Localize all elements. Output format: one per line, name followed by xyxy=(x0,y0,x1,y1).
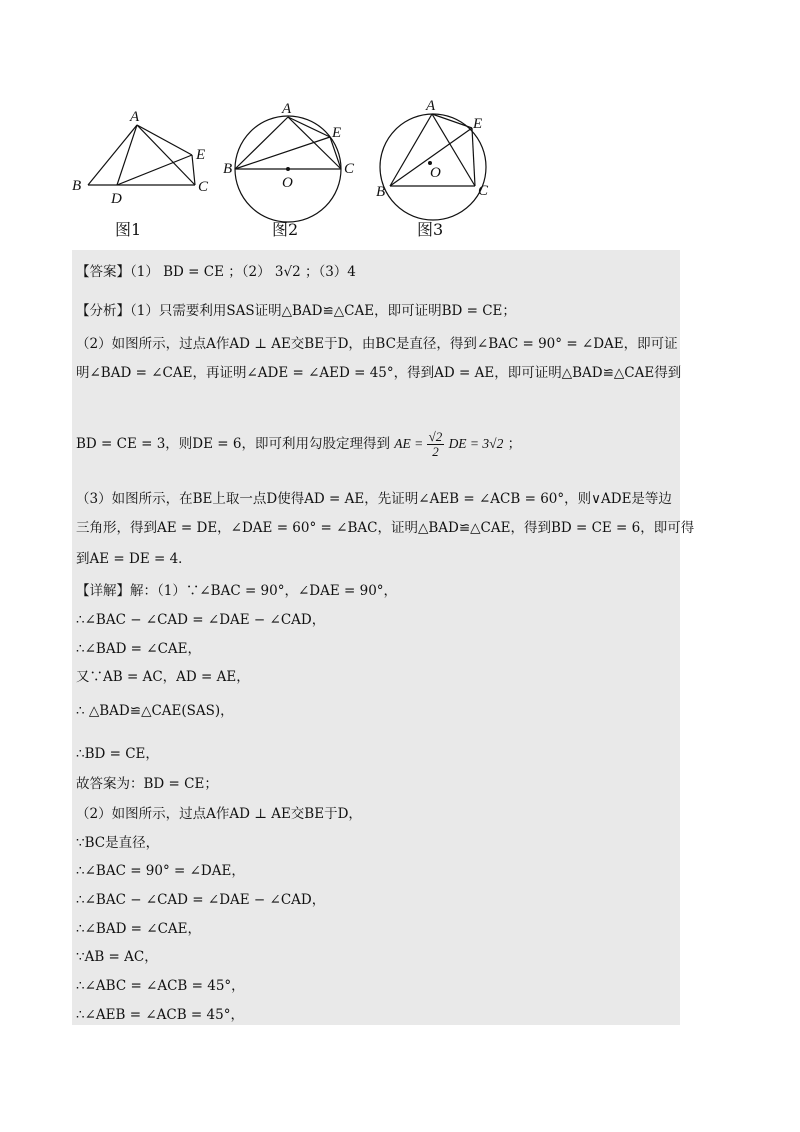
formula-rhs: DE = 3√2 xyxy=(448,436,504,451)
caption-fig3: 图3 xyxy=(417,220,444,239)
fig2-label-e: E xyxy=(332,125,342,141)
formula-denominator: 2 xyxy=(432,444,439,459)
detail-line-4: 又∵AB = AC，AD = AE， xyxy=(76,669,250,685)
detail-line-14: ∴∠ABC = ∠ACB = 45°， xyxy=(76,978,245,994)
caption-fig2: 图2 xyxy=(272,220,299,239)
answer-line: 【答案】（1） BD = CE ；（2） 3√2 ；（3）4 xyxy=(76,264,356,280)
fig1-label-c: C xyxy=(198,179,209,195)
analysis-line-4-text: BD = CE = 3，则DE = 6，即可利用勾股定理得到 xyxy=(76,436,390,452)
fig3-label-c: C xyxy=(478,183,489,199)
detail-line-12: ∴∠BAD = ∠CAE， xyxy=(76,921,202,937)
detail-line-1: 【详解】解：（1）∵∠BAC = 90°，∠DAE = 90°， xyxy=(76,583,398,599)
detail-line-5: ∴ △BAD≌△CAE(SAS)， xyxy=(76,703,234,719)
formula-numerator: √2 xyxy=(428,429,443,444)
figure-1 xyxy=(88,125,195,185)
fig2-label-o: O xyxy=(282,175,293,191)
fig3-label-b: B xyxy=(376,184,386,200)
fig1-label-e: E xyxy=(196,147,206,163)
fig2-label-a: A xyxy=(282,101,292,117)
fig3-label-o: O xyxy=(430,165,441,181)
analysis-line-5: （3）如图所示，在BE上取一点D使得AD = AE，先证明∠AEB = ∠ACB = 60°，则∨ADE是等边 xyxy=(76,491,672,507)
detail-line-6: ∴BD = CE， xyxy=(76,746,159,762)
detail-line-2: ∴∠BAC − ∠CAD = ∠DAE − ∠CAD， xyxy=(76,612,326,628)
formula-fraction xyxy=(427,430,445,459)
caption-fig1: 图1 xyxy=(115,220,142,239)
analysis-line-1: 【分析】（1）只需要利用SAS证明△BAD≌△CAE，即可证明BD = CE； xyxy=(76,303,516,319)
fig3-label-a: A xyxy=(426,98,436,114)
detail-line-8: （2）如图所示，过点A作AD ⊥ AE交BE于D， xyxy=(76,806,362,822)
analysis-line-6: 三角形，得到AE = DE，∠DAE = 60° = ∠BAC，证明△BAD≌△CAE，得到BD = CE = 6，即可得 xyxy=(76,520,695,536)
analysis-line-2: （2）如图所示，过点A作AD ⊥ AE交BE于D，由BC是直径，得到∠BAC = 90° = ∠DAE，即可证 xyxy=(76,336,678,352)
detail-line-13: ∵AB = AC， xyxy=(76,949,158,965)
fig1-label-b: B xyxy=(72,178,82,194)
detail-line-10: ∴∠BAC = 90° = ∠DAE， xyxy=(76,863,245,879)
detail-line-15: ∴∠AEB = ∠ACB = 45°， xyxy=(76,1007,244,1023)
fig1-label-a: A xyxy=(130,109,140,125)
analysis-line-3: 明∠BAD = ∠CAE，再证明∠ADE = ∠AED = 45°，得到AD = AE，即可证明△BAD≌△CAE得到 xyxy=(76,365,682,381)
fig2-label-c: C xyxy=(344,161,355,177)
fig3-label-e: E xyxy=(473,116,483,132)
formula-lhs: AE = xyxy=(394,436,427,451)
analysis-line-7: 到AE = DE = 4． xyxy=(76,551,192,567)
analysis-line-4 xyxy=(76,430,521,459)
formula-tail: ； xyxy=(507,436,522,452)
detail-line-9: ∵BC是直径， xyxy=(76,835,160,851)
geometry-figures xyxy=(60,95,520,245)
fig2-label-b: B xyxy=(223,161,233,177)
detail-line-3: ∴∠BAD = ∠CAE， xyxy=(76,641,202,657)
detail-line-7: 故答案为：BD = CE； xyxy=(76,776,218,792)
fig1-label-d: D xyxy=(111,191,122,207)
detail-line-11: ∴∠BAC − ∠CAD = ∠DAE − ∠CAD， xyxy=(76,892,326,908)
